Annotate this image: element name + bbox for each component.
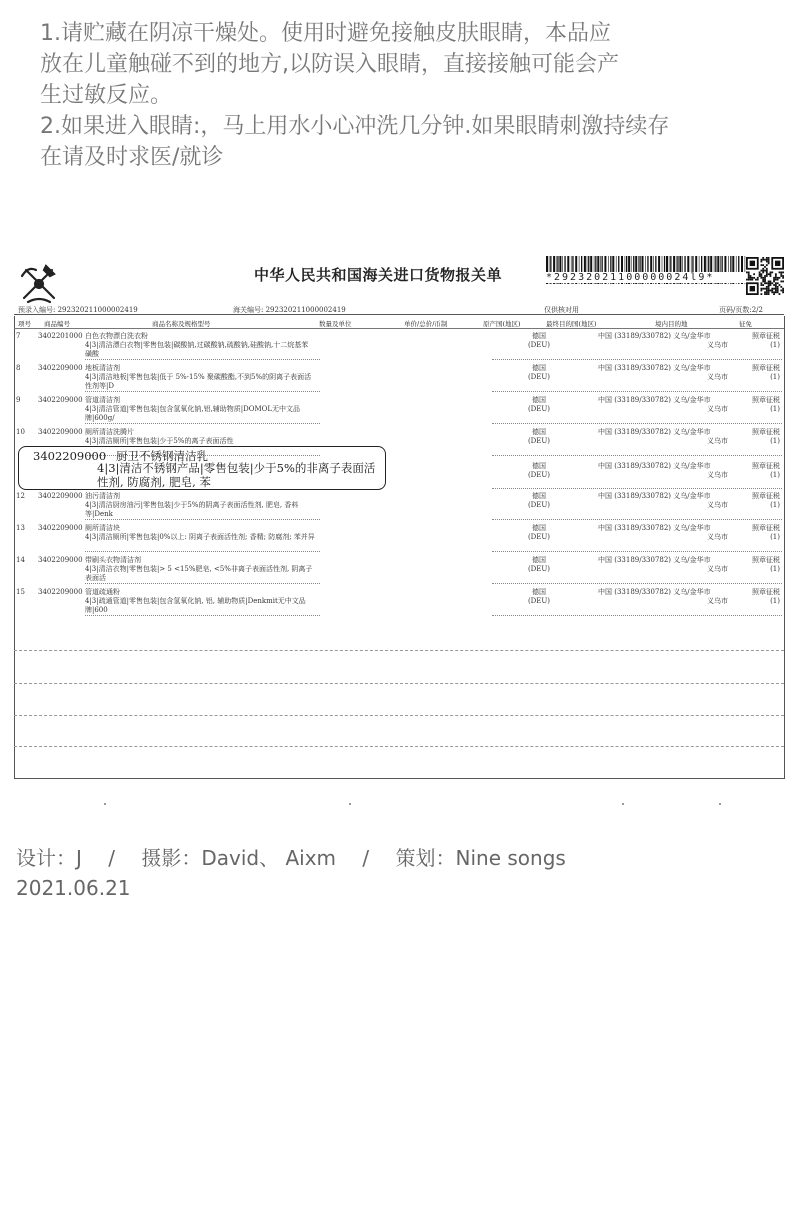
divider bbox=[85, 519, 320, 520]
row-number: 14 bbox=[16, 556, 25, 564]
row-number: 8 bbox=[16, 364, 21, 372]
row-tax: 照章征税 (1) bbox=[752, 428, 780, 445]
divider bbox=[492, 583, 782, 584]
header-qty: 数量及单位 bbox=[319, 320, 352, 328]
customs-number: 海关编号: 292320211000002419 bbox=[233, 306, 346, 314]
row-name: 地板清洁剂 bbox=[85, 364, 120, 372]
row-code: 3402209000 bbox=[38, 492, 83, 500]
note-line: 在请及时求医/就诊 bbox=[40, 145, 224, 170]
credit-design: 设计：J bbox=[16, 846, 82, 870]
row-desc: 4|3|清洁管道|零售包装|包含氢氧化钠,铝,辅助物质|DOMOL无中文品牌|600g/ bbox=[85, 405, 301, 422]
row-origin: 德国 (DEU) bbox=[527, 332, 551, 349]
row-desc: 4|3|清洁厨房油污|零售包装|少于5%的阴离子表面活性剂, 肥皂, 香料等|Denk bbox=[85, 501, 299, 518]
row-dest: 中国 (33189/330782) 义乌/金华市 bbox=[598, 588, 711, 596]
note-line: 1.请贮藏在阴凉干燥处。使用时避免接触皮肤眼睛，本品应 bbox=[40, 21, 611, 46]
row-dest: 中国 (33189/330782) 义乌/金华市 bbox=[598, 524, 711, 532]
divider bbox=[492, 488, 782, 489]
row-dest: 中国 (33189/330782) 义乌/金华市 bbox=[598, 492, 711, 500]
highlight-tax: 照章征税 (1) bbox=[752, 462, 780, 479]
divider bbox=[85, 551, 320, 552]
divider bbox=[492, 391, 782, 392]
divider bbox=[85, 615, 320, 616]
row-tax: 照章征税 (1) bbox=[752, 524, 780, 541]
row-origin: 德国 (DEU) bbox=[527, 556, 551, 573]
row-origin: 德国 (DEU) bbox=[527, 524, 551, 541]
row-region: 义乌市 bbox=[707, 437, 728, 445]
check-only-label: 仅供核对用 bbox=[544, 306, 579, 314]
divider bbox=[14, 328, 784, 329]
row-tax: 照章征税 (1) bbox=[752, 556, 780, 573]
credit-separator: / bbox=[362, 846, 370, 870]
row-dest: 中国 (33189/330782) 义乌/金华市 bbox=[598, 332, 711, 340]
row-code: 3402209000 bbox=[38, 588, 83, 596]
divider bbox=[492, 423, 782, 424]
row-tax: 照章征税 (1) bbox=[752, 588, 780, 605]
customs-emblem-icon bbox=[18, 262, 60, 304]
credit-plan: 策划：Nine songs bbox=[395, 846, 566, 870]
row-code: 3402209000 bbox=[38, 524, 83, 532]
row-number: 15 bbox=[16, 588, 25, 596]
blank-row-line bbox=[14, 746, 784, 747]
highlight-name: 厨卫不锈钢清洁乳 bbox=[116, 449, 208, 463]
row-dest: 中国 (33189/330782) 义乌/金华市 bbox=[598, 556, 711, 564]
date: 2021.06.21 bbox=[16, 876, 131, 900]
row-region: 义乌市 bbox=[707, 373, 728, 381]
header-num: 项号 bbox=[18, 320, 31, 328]
row-desc: 4|3|清洁厕所|零售包装|0%以上: 阴离子表面活性剂; 香精; 防腐剂; 苯并异 bbox=[85, 533, 315, 541]
highlighted-item bbox=[18, 446, 386, 490]
row-name: 白色衣物漂白洗衣粉 bbox=[85, 332, 148, 340]
speck bbox=[349, 803, 351, 805]
row-tax: 照章征税 (1) bbox=[752, 396, 780, 413]
row-desc: 4|3|清洁地板|零售包装|低于 5%-15% 聚碳酸酯,不到5%的阴离子表面活性剂等|D bbox=[85, 373, 312, 390]
divider bbox=[14, 314, 784, 315]
usage-notes bbox=[40, 18, 775, 173]
speck bbox=[104, 803, 106, 805]
declaration-title: 中华人民共和国海关进口货物报关单 bbox=[254, 266, 503, 284]
note-line: 放在儿童触碰不到的地方,以防误入眼睛，直接接触可能会产 bbox=[40, 52, 619, 77]
credits bbox=[16, 843, 566, 873]
row-origin: 德国 (DEU) bbox=[527, 588, 551, 605]
row-desc: 4|3|疏通管道|零售包装|包含氢氧化钠, 铝, 辅助物质|Denkmit无中文品牌|600 bbox=[85, 597, 306, 614]
row-region: 义乌市 bbox=[707, 533, 728, 541]
row-number: 9 bbox=[16, 396, 21, 404]
row-number: 13 bbox=[16, 524, 25, 532]
row-code: 3402209000 bbox=[38, 556, 83, 564]
row-origin: 德国 (DEU) bbox=[527, 492, 551, 509]
note-line: 生过敏反应。 bbox=[40, 83, 173, 108]
row-dest: 中国 (33189/330782) 义乌/金华市 bbox=[598, 396, 711, 404]
page-indicator: 页码/页数:2/2 bbox=[719, 306, 763, 314]
divider bbox=[492, 551, 782, 552]
barcode-number: *29232021100000024l9* bbox=[546, 272, 746, 283]
row-tax: 照章征税 (1) bbox=[752, 332, 780, 349]
blank-row-line bbox=[14, 650, 784, 651]
divider bbox=[85, 391, 320, 392]
row-code: 3402209000 bbox=[38, 364, 83, 372]
pre-entry-number: 预录入编号: 292320211000002419 bbox=[18, 306, 138, 314]
row-desc: 4|3|清洁厕所|零售包装|少于5%的离子表面活性 bbox=[85, 437, 234, 445]
row-desc: 4|3|清洁衣物|零售包装|> 5 <15%肥皂, <5%非离子表面活性剂, 阴离子表面活 bbox=[85, 565, 313, 582]
row-origin: 德国 (DEU) bbox=[527, 428, 551, 445]
row-name: 油污清洁剂 bbox=[85, 492, 120, 500]
highlight-region: 义乌市 bbox=[707, 471, 728, 479]
row-desc: 4|3|清洁漂白衣物|零售包装|碳酸钠,过碳酸钠,硫酸钠,硅酸钠,十二烷基苯磺酸 bbox=[85, 341, 309, 358]
note-line: 2.如果进入眼睛:，马上用水小心冲洗几分钟.如果眼睛刺激持续存 bbox=[40, 114, 670, 139]
speck bbox=[622, 803, 624, 805]
row-region: 义乌市 bbox=[707, 341, 728, 349]
divider bbox=[492, 519, 782, 520]
divider bbox=[85, 359, 320, 360]
divider bbox=[492, 615, 782, 616]
blank-row-line bbox=[14, 715, 784, 716]
divider bbox=[492, 455, 782, 456]
divider bbox=[492, 359, 782, 360]
row-name: 管道清洁剂 bbox=[85, 396, 120, 404]
row-region: 义乌市 bbox=[707, 565, 728, 573]
highlight-code: 3402209000 bbox=[33, 449, 107, 463]
credit-photo: 摄影：David、 Aixm bbox=[141, 846, 337, 870]
header-region: 境内目的地 bbox=[655, 320, 688, 328]
row-region: 义乌市 bbox=[707, 501, 728, 509]
customs-declaration bbox=[14, 240, 784, 810]
row-number: 10 bbox=[16, 428, 25, 436]
row-name: 带刷头衣物清洁剂 bbox=[85, 556, 141, 564]
row-tax: 照章征税 (1) bbox=[752, 364, 780, 381]
row-name: 厕所清洁块 bbox=[85, 524, 120, 532]
row-dest: 中国 (33189/330782) 义乌/金华市 bbox=[598, 428, 711, 436]
row-origin: 德国 (DEU) bbox=[527, 396, 551, 413]
divider bbox=[85, 423, 320, 424]
header-code: 商品编号 bbox=[44, 320, 70, 328]
row-region: 义乌市 bbox=[707, 405, 728, 413]
row-tax: 照章征税 (1) bbox=[752, 492, 780, 509]
header-price: 单价/总价/币制 bbox=[404, 320, 448, 328]
header-name: 商品名称及规格型号 bbox=[152, 320, 211, 328]
header-tax: 征免 bbox=[739, 320, 752, 328]
divider bbox=[85, 583, 320, 584]
header-dest: 最终目的国(地区) bbox=[546, 320, 597, 328]
highlight-origin: 德国 (DEU) bbox=[527, 462, 551, 479]
highlight-desc: 4|3|清洁不锈钢产品|零售包装|少于5%的非离子表面活性剂, 防腐剂, 肥皂, 苯 bbox=[97, 461, 376, 489]
row-dest: 中国 (33189/330782) 义乌/金华市 bbox=[598, 364, 711, 372]
credit-separator: / bbox=[108, 846, 116, 870]
speck bbox=[719, 803, 721, 805]
blank-row-line bbox=[14, 683, 784, 684]
row-number: 7 bbox=[16, 332, 21, 340]
row-code: 3402209000 bbox=[38, 396, 83, 404]
row-code: 3402209000 bbox=[38, 428, 83, 436]
qr-code-icon bbox=[746, 257, 784, 295]
row-origin: 德国 (DEU) bbox=[527, 364, 551, 381]
row-name: 厕所清洁洗腾片 bbox=[85, 428, 134, 436]
row-number: 12 bbox=[16, 492, 25, 500]
row-region: 义乌市 bbox=[707, 597, 728, 605]
row-code: 3402201000 bbox=[38, 332, 83, 340]
row-name: 管道疏通粉 bbox=[85, 588, 120, 596]
highlight-dest: 中国 (33189/330782) 义乌/金华市 bbox=[598, 462, 711, 470]
header-origin: 原产国(地区) bbox=[483, 320, 521, 328]
